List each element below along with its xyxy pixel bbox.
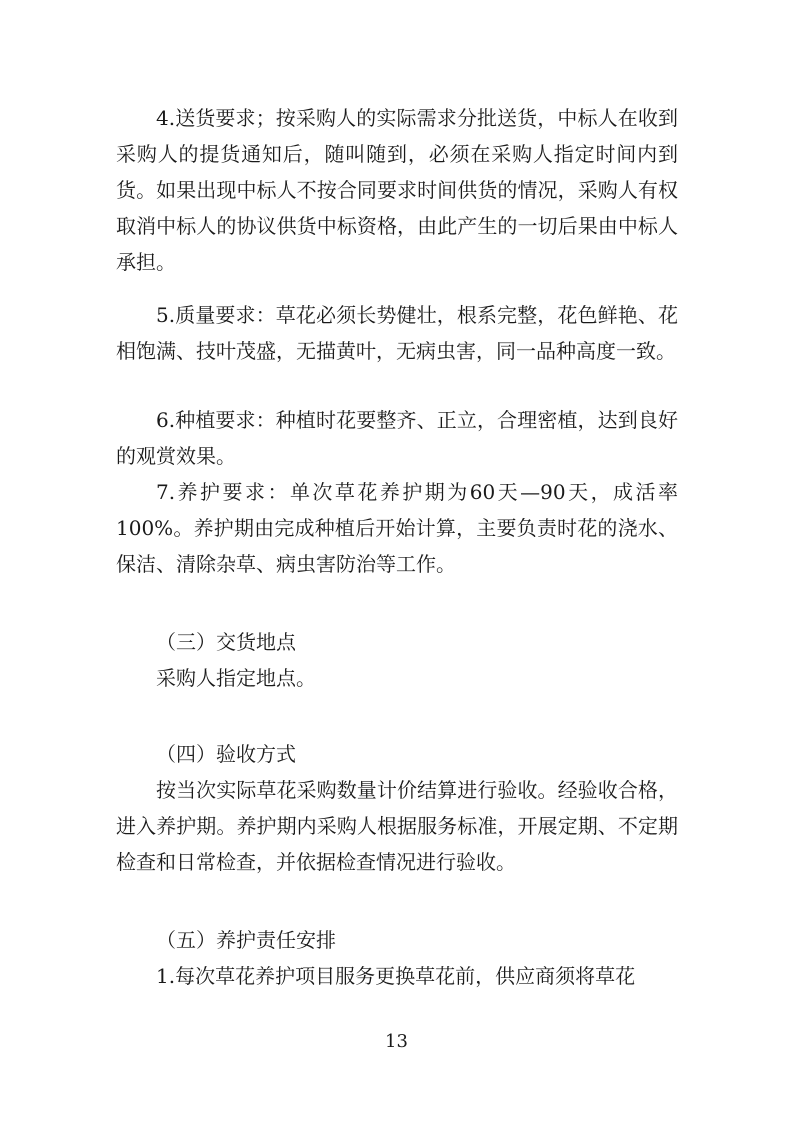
page-number: 13 bbox=[385, 1031, 408, 1052]
paragraph-delivery-location: 采购人指定地点。 bbox=[156, 666, 316, 690]
paragraph-quality-requirements: 5.质量要求：草花必须长势健壮，根系完整，花色鲜艳、花相饱满、技叶茂盛，无描黄叶，无病虫害，同一品种高度一致。 bbox=[116, 303, 678, 363]
section-heading-delivery-location: （三）交货地点 bbox=[156, 630, 296, 654]
paragraph-acceptance-method: 按当次实际草花采购数量计价结算进行验收。经验收合格，进入养护期。养护期内采购人根据服务标准，开展定期、不定期检查和日常检查，并依据检查情况进行验收。 bbox=[116, 778, 678, 874]
paragraph-delivery-requirements: 4.送货要求；按采购人的实际需求分批送货，中标人在收到采购人的提货通知后，随叫随到，必须在采购人指定时间内到货。如果出现中标人不按合同要求时间供货的情况，采购人有权取消中标人的协议供货中标资格，由此产生的一切后果由中标人承担。 bbox=[116, 106, 678, 274]
paragraph-maintenance-requirements: 7.养护要求：单次草花养护期为60天—90天，成活率100%。养护期由完成种植后开始计算，主要负责时花的浇水、保洁、清除杂草、病虫害防治等工作。 bbox=[116, 480, 678, 576]
section-heading-maintenance-responsibility: （五）养护责任安排 bbox=[156, 928, 336, 952]
section-heading-acceptance-method: （四）验收方式 bbox=[156, 742, 296, 766]
paragraph-planting-requirements: 6.种植要求：种植时花要整齐、正立，合理密植，达到良好的观赏效果。 bbox=[116, 408, 678, 468]
paragraph-maintenance-responsibility: 1.每次草花养护项目服务更换草花前，供应商须将草花 bbox=[156, 964, 636, 988]
